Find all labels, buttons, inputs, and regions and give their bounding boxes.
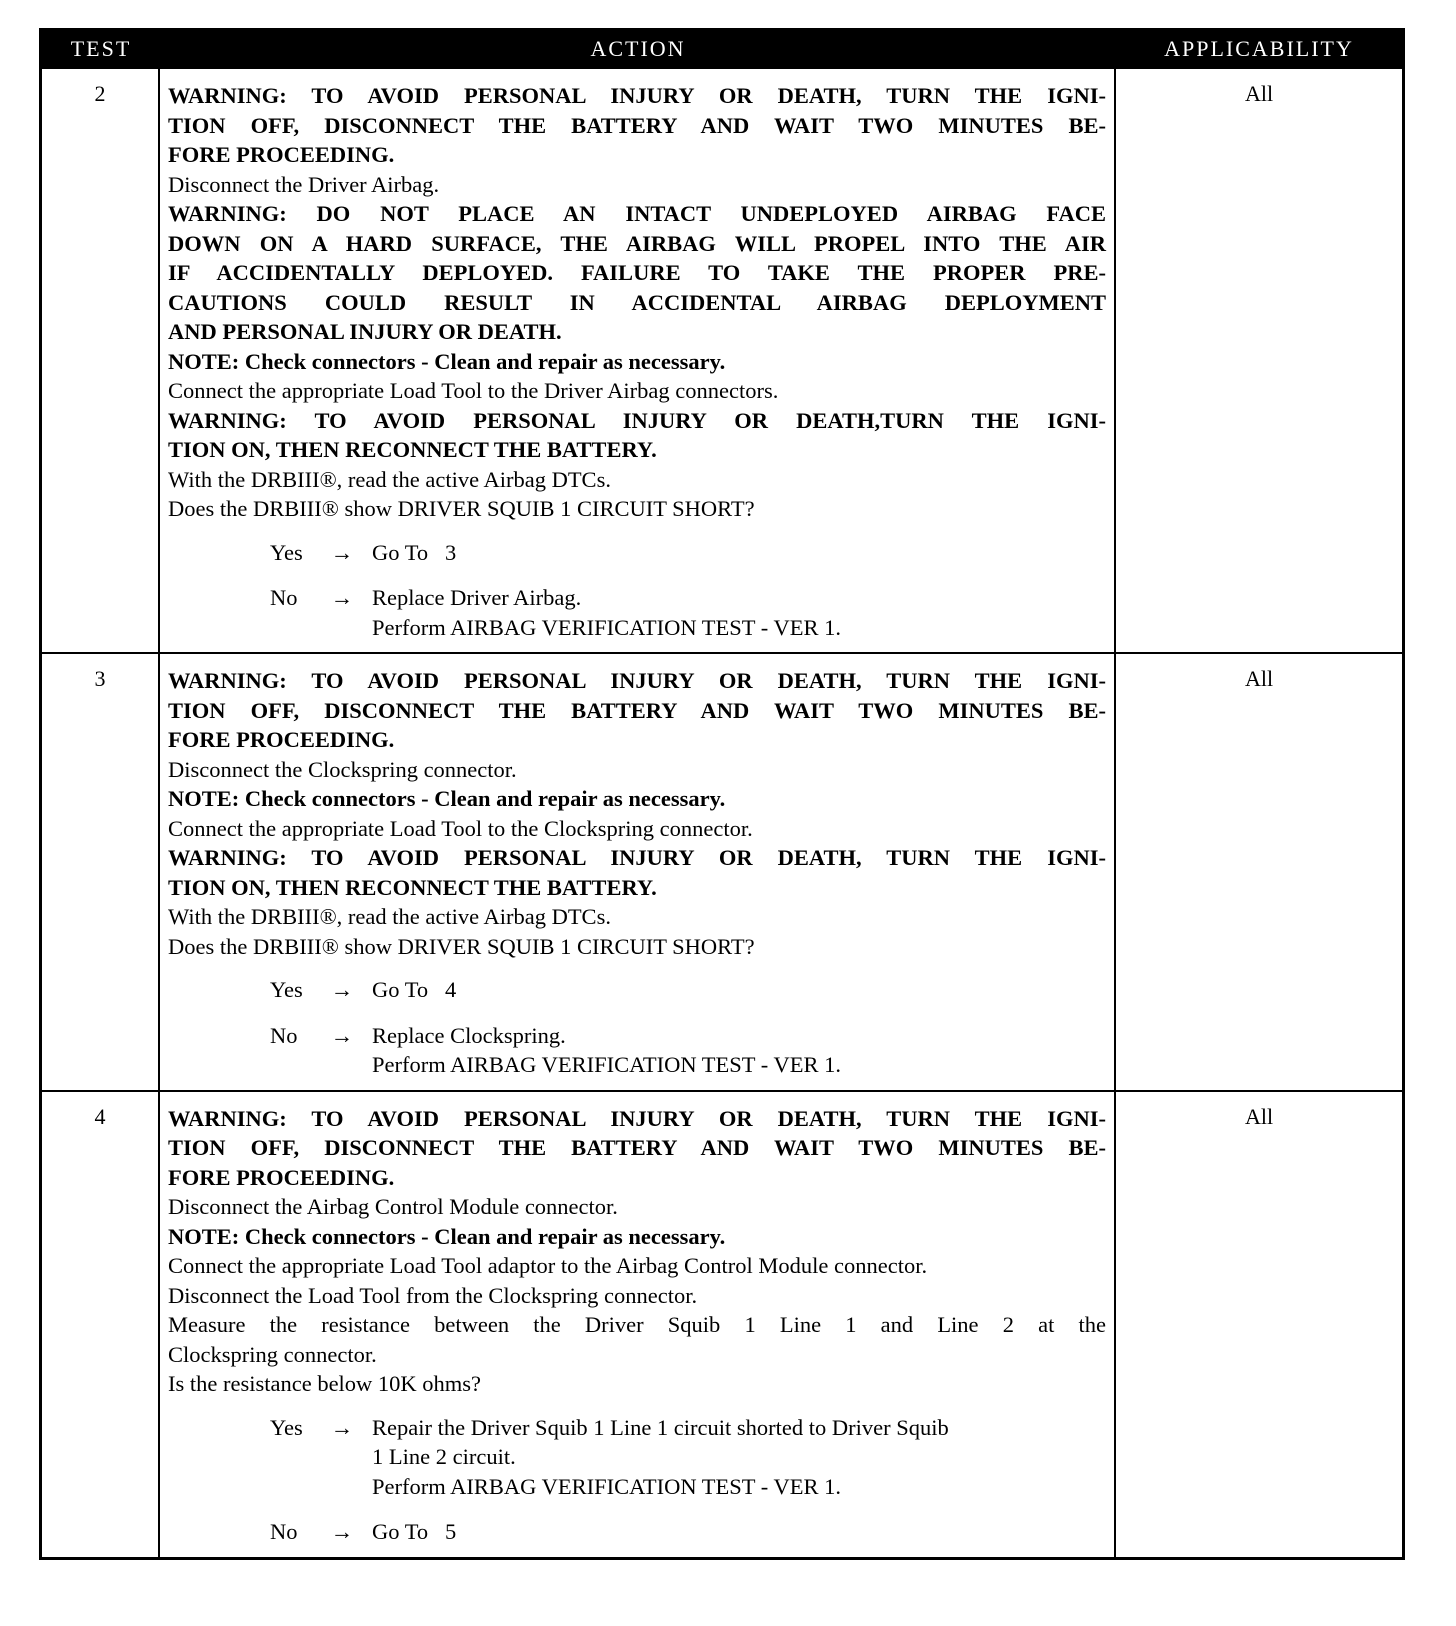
test-row-2	[42, 67, 1402, 652]
note-line: NOTE: Check connectors - Clean and repair as necessary.	[168, 786, 726, 811]
answer-no	[270, 583, 1106, 642]
warning-line: CAUTIONS COULD RESULT IN ACCIDENTAL AIRBAG DEPLOYMENT	[168, 289, 1106, 315]
warning-line: DOWN ON A HARD SURFACE, THE AIRBAG WILL PROPEL INTO THE AIR	[168, 230, 1106, 256]
answer-text-line: Go To 3	[372, 539, 457, 565]
arrow-icon: →	[330, 1414, 354, 1440]
warning-line: WARNING: DO NOT PLACE AN INTACT UNDEPLOYED AIRBAG FACE	[168, 201, 1106, 226]
answer-text-line: 1 Line 2 circuit.	[372, 1444, 516, 1469]
action-cell	[160, 654, 1116, 1090]
answer-text-line: Perform AIRBAG VERIFICATION TEST - VER 1.	[372, 1052, 841, 1077]
applicability-cell: All	[1244, 81, 1274, 106]
answer-yes	[270, 975, 1106, 1005]
question-line: Does the DRBIII® show DRIVER SQUIB 1 CIRCUIT SHORT?	[168, 496, 755, 521]
warning-line: WARNING: TO AVOID PERSONAL INJURY OR DEATH,TURN THE IGNI-	[168, 407, 1106, 433]
arrow-icon: →	[330, 977, 354, 1002]
answer-text	[372, 583, 1106, 642]
answer-label: Yes	[270, 977, 303, 1002]
test-number: 2	[42, 69, 160, 652]
applicability-cell: All	[1244, 666, 1274, 691]
answer-label: No	[270, 1022, 298, 1048]
arrow-icon: →	[330, 539, 354, 565]
note-line: NOTE: Check connectors - Clean and repair as necessary.	[168, 1223, 726, 1249]
test-row-3	[42, 652, 1402, 1090]
answer-text	[372, 1021, 1106, 1080]
header-applicability: APPLICABILITY	[1164, 36, 1354, 61]
instruction-line: Connect the appropriate Load Tool to the Driver Airbag connectors.	[168, 378, 779, 403]
warning-line: WARNING: TO AVOID PERSONAL INJURY OR DEATH, TURN THE IGNI-	[168, 668, 1106, 693]
warning-line: FORE PROCEEDING.	[168, 727, 395, 752]
warning-line: TION OFF, DISCONNECT THE BATTERY AND WAIT TWO MINUTES BE-	[168, 112, 1106, 138]
warning-line: TION OFF, DISCONNECT THE BATTERY AND WAIT TWO MINUTES BE-	[168, 1135, 1106, 1160]
warning-line: IF ACCIDENTALLY DEPLOYED. FAILURE TO TAKE THE PROPER PRE-	[168, 260, 1106, 285]
answer-text-line: Perform AIRBAG VERIFICATION TEST - VER 1.	[372, 614, 841, 640]
arrow-icon: →	[330, 585, 354, 610]
instruction-line: Disconnect the Load Tool from the Clockspring connector.	[168, 1282, 698, 1308]
answer-label: No	[270, 585, 298, 610]
action-cell	[160, 1092, 1116, 1557]
instruction-line: Disconnect the Driver Airbag.	[168, 171, 440, 197]
warning-line: WARNING: TO AVOID PERSONAL INJURY OR DEATH, TURN THE IGNI-	[168, 845, 1106, 870]
arrow-icon: →	[330, 1022, 354, 1048]
question-line: Is the resistance below 10K ohms?	[168, 1371, 482, 1396]
answer-yes	[270, 1413, 1106, 1502]
answer-text-line: Replace Clockspring.	[372, 1022, 566, 1048]
answer-text-line: Perform AIRBAG VERIFICATION TEST - VER 1.	[372, 1473, 841, 1499]
arrow-icon: →	[330, 1519, 354, 1544]
answer-text-line: Replace Driver Airbag.	[372, 585, 582, 610]
answer-label: No	[270, 1519, 298, 1544]
warning-line: WARNING: TO AVOID PERSONAL INJURY OR DEATH, TURN THE IGNI-	[168, 83, 1106, 108]
answer-label: Yes	[270, 539, 303, 565]
test-row-4	[42, 1090, 1402, 1557]
action-cell	[160, 69, 1116, 652]
header-test: TEST	[70, 36, 132, 61]
warning-line: TION ON, THEN RECONNECT THE BATTERY.	[168, 437, 657, 462]
answer-yes	[270, 538, 1106, 568]
answer-text	[372, 1413, 1106, 1502]
warning-line: FORE PROCEEDING.	[168, 1164, 395, 1190]
instruction-line: Connect the appropriate Load Tool to the Clockspring connector.	[168, 815, 753, 841]
warning-line: AND PERSONAL INJURY OR DEATH.	[168, 319, 562, 344]
test-number: 4	[42, 1092, 160, 1557]
header-action: ACTION	[590, 36, 686, 61]
warning-line: TION ON, THEN RECONNECT THE BATTERY.	[168, 874, 657, 900]
instruction-line: Clockspring connector.	[168, 1341, 377, 1367]
answer-text	[372, 1517, 1106, 1547]
answer-text	[372, 538, 1106, 568]
answer-text	[372, 975, 1106, 1005]
answer-text-line: Go To 4	[372, 977, 457, 1002]
answer-label: Yes	[270, 1414, 303, 1440]
instruction-line: Disconnect the Clockspring connector.	[168, 756, 517, 782]
instruction-line: Measure the resistance between the Driver Squib 1 Line 1 and Line 2 at the	[168, 1312, 1106, 1337]
instruction-line: Disconnect the Airbag Control Module connector.	[168, 1194, 618, 1219]
answer-list	[168, 1413, 1106, 1547]
applicability-cell: All	[1244, 1103, 1274, 1129]
instruction-line: With the DRBIII®, read the active Airbag DTCs.	[168, 466, 611, 492]
warning-line: TION OFF, DISCONNECT THE BATTERY AND WAIT TWO MINUTES BE-	[168, 697, 1106, 723]
answer-text-line: Go To 5	[372, 1519, 457, 1544]
answer-no	[270, 1517, 1106, 1547]
warning-line: WARNING: TO AVOID PERSONAL INJURY OR DEATH, TURN THE IGNI-	[168, 1105, 1106, 1131]
warning-line: FORE PROCEEDING.	[168, 142, 395, 167]
instruction-line: Connect the appropriate Load Tool adaptor to the Airbag Control Module connector.	[168, 1253, 928, 1278]
answer-list	[168, 975, 1106, 1080]
test-number: 3	[42, 654, 160, 1090]
table-header	[42, 31, 1402, 67]
answer-no	[270, 1021, 1106, 1080]
note-line: NOTE: Check connectors - Clean and repair as necessary.	[168, 348, 726, 374]
question-line: Does the DRBIII® show DRIVER SQUIB 1 CIRCUIT SHORT?	[168, 933, 755, 959]
instruction-line: With the DRBIII®, read the active Airbag DTCs.	[168, 904, 611, 929]
answer-list	[168, 538, 1106, 643]
answer-text-line: Repair the Driver Squib 1 Line 1 circuit shorted to Driver Squib	[372, 1414, 949, 1440]
diagnostic-test-table	[39, 28, 1405, 1560]
